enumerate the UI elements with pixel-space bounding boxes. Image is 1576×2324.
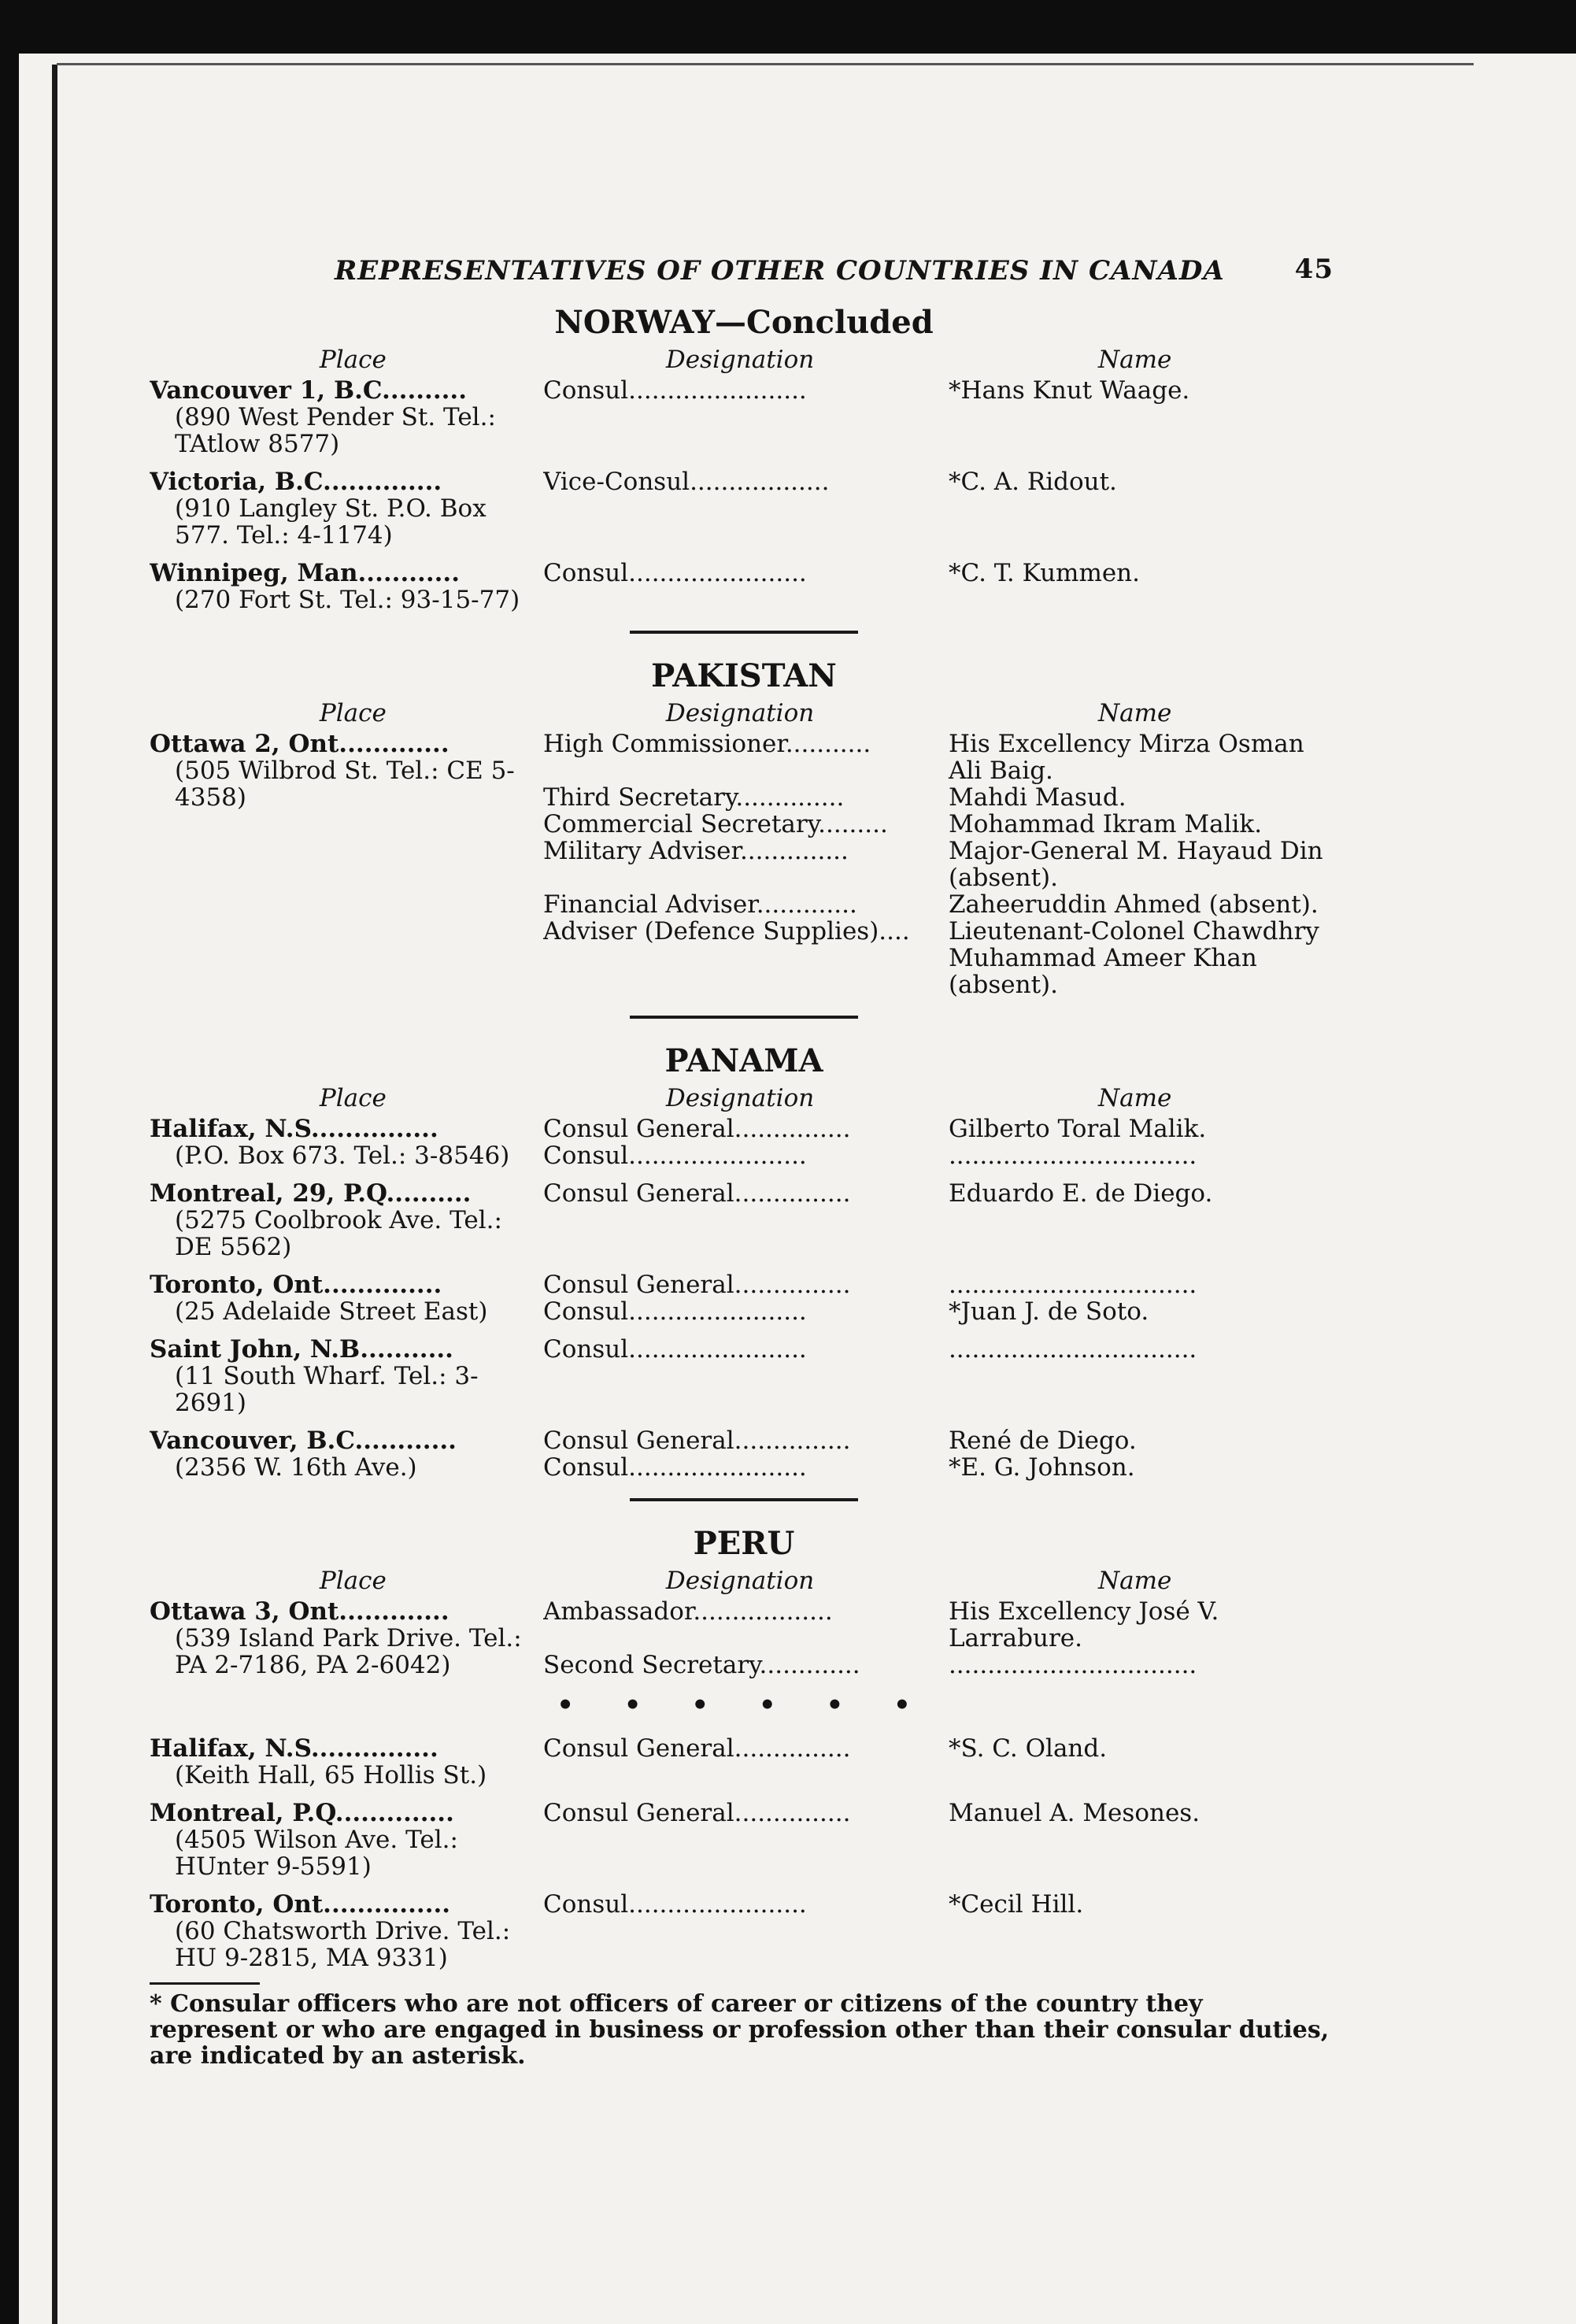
section-panama bbox=[150, 1042, 1338, 1481]
designation: Consul General............... bbox=[543, 1427, 851, 1454]
col-place: Place bbox=[319, 1567, 387, 1595]
col-place: Place bbox=[319, 1084, 387, 1112]
officer-name: Zaheeruddin Ahmed (absent). bbox=[948, 890, 1319, 919]
officer-name: *C. T. Kummen. bbox=[948, 559, 1141, 587]
table-row bbox=[150, 560, 1338, 613]
entries bbox=[150, 377, 1338, 613]
officer-name: Manuel A. Mesones. bbox=[948, 1799, 1200, 1827]
post-entry bbox=[543, 1427, 1338, 1454]
column-headers bbox=[150, 1084, 1338, 1112]
posts-list bbox=[543, 377, 1338, 457]
place-city: Victoria, B.C.............. bbox=[150, 468, 442, 495]
entries bbox=[150, 1735, 1338, 1971]
post-entry bbox=[543, 1598, 1338, 1652]
officer-name: Eduardo E. de Diego. bbox=[948, 1179, 1213, 1208]
post-entry bbox=[543, 891, 1338, 918]
column-headers bbox=[150, 346, 1338, 374]
col-designation: Designation bbox=[665, 699, 815, 727]
post-entry bbox=[543, 784, 1338, 811]
table-row bbox=[150, 377, 1338, 457]
post-entry bbox=[543, 468, 1338, 495]
section-divider bbox=[630, 1016, 858, 1019]
header-title: REPRESENTATIVES OF OTHER COUNTRIES IN CANADA bbox=[335, 255, 1225, 287]
place-address: (2356 W. 16th Ave.) bbox=[175, 1453, 417, 1482]
footnote-rule bbox=[150, 1982, 260, 1985]
designation: Vice-Consul.................. bbox=[543, 468, 830, 495]
designation: High Commissioner........... bbox=[543, 731, 871, 758]
post-entry bbox=[543, 1142, 1338, 1169]
place-city: Montreal, 29, P.Q.......... bbox=[150, 1180, 472, 1207]
scan-left-border bbox=[0, 47, 19, 2324]
table-row bbox=[150, 1116, 1338, 1169]
post-entry bbox=[543, 731, 1338, 784]
place-cell bbox=[150, 1271, 543, 1325]
posts-list bbox=[543, 1427, 1338, 1481]
posts-list bbox=[543, 468, 1338, 549]
designation: Adviser (Defence Supplies).... bbox=[543, 918, 910, 946]
col-name: Name bbox=[1098, 346, 1172, 374]
posts-list bbox=[543, 731, 1338, 998]
table-row bbox=[150, 731, 1338, 998]
place-cell bbox=[150, 1116, 543, 1169]
column-headers bbox=[150, 1567, 1338, 1595]
place-cell bbox=[150, 731, 543, 998]
place-address: (11 South Wharf. Tel.: 3-2691) bbox=[175, 1362, 479, 1417]
posts-list bbox=[543, 1116, 1338, 1169]
post-entry bbox=[543, 811, 1338, 838]
table-row bbox=[150, 1336, 1338, 1416]
entries bbox=[150, 1598, 1338, 1678]
table-row bbox=[150, 1735, 1338, 1789]
officer-name: ................................ bbox=[948, 1271, 1197, 1299]
entries bbox=[150, 1116, 1338, 1481]
section-divider bbox=[630, 1498, 858, 1501]
posts-list bbox=[543, 1336, 1338, 1416]
place-address: (Keith Hall, 65 Hollis St.) bbox=[175, 1761, 487, 1789]
officer-name: Lieutenant-Colonel Chawdhry Muhammad Ameer Khan (absent). bbox=[948, 917, 1319, 999]
officer-name: ................................ bbox=[948, 1142, 1197, 1170]
officer-name: Major-General M. Hayaud Din (absent). bbox=[948, 837, 1323, 892]
officer-name: René de Diego. bbox=[948, 1427, 1137, 1455]
posts-list bbox=[543, 1800, 1338, 1880]
country-title: PERU bbox=[693, 1525, 795, 1562]
footnote: * Consular officers who are not officers of career or citizens of the country they represent or who are engaged in business or profession other than their consular duties, are indicated by an asterisk. bbox=[150, 1990, 1330, 2070]
place-city: Vancouver, B.C............ bbox=[150, 1427, 457, 1454]
designation: Consul....................... bbox=[543, 377, 807, 404]
designation: Consul....................... bbox=[543, 1298, 807, 1325]
posts-list bbox=[543, 1891, 1338, 1971]
place-address: (P.O. Box 673. Tel.: 3-8546) bbox=[175, 1142, 510, 1170]
country-title: NORWAY—Concluded bbox=[554, 304, 934, 341]
place-city: Winnipeg, Man............ bbox=[150, 560, 461, 587]
place-cell bbox=[150, 1598, 543, 1678]
designation: Consul....................... bbox=[543, 1142, 807, 1169]
place-cell bbox=[150, 560, 543, 613]
posts-list bbox=[543, 1271, 1338, 1325]
place-address: (505 Wilbrod St. Tel.: CE 5-4358) bbox=[175, 757, 515, 812]
col-designation: Designation bbox=[665, 1567, 815, 1595]
place-address: (270 Fort St. Tel.: 93-15-77) bbox=[175, 586, 520, 614]
post-entry bbox=[543, 377, 1338, 404]
dot-separator: • • • • • • bbox=[557, 1689, 931, 1721]
place-city: Halifax, N.S............... bbox=[150, 1735, 438, 1762]
posts-list bbox=[543, 560, 1338, 613]
designation: Consul....................... bbox=[543, 1454, 807, 1481]
page-number: 45 bbox=[1294, 253, 1334, 285]
officer-name: *Cecil Hill. bbox=[948, 1890, 1084, 1919]
col-designation: Designation bbox=[665, 346, 815, 374]
col-place: Place bbox=[319, 699, 387, 727]
post-entry bbox=[543, 838, 1338, 891]
post-entry bbox=[543, 918, 1338, 998]
scan-top-border bbox=[0, 0, 1576, 54]
col-place: Place bbox=[319, 346, 387, 374]
place-city: Toronto, Ont............... bbox=[150, 1891, 451, 1918]
post-entry bbox=[543, 1298, 1338, 1325]
designation: Third Secretary.............. bbox=[543, 784, 845, 811]
officer-name: *E. G. Johnson. bbox=[948, 1453, 1135, 1482]
table-row bbox=[150, 1800, 1338, 1880]
place-city: Halifax, N.S............... bbox=[150, 1116, 438, 1142]
table-row bbox=[150, 1271, 1338, 1325]
place-address: (539 Island Park Drive. Tel.: PA 2-7186, PA 2-6042) bbox=[175, 1624, 522, 1679]
col-name: Name bbox=[1098, 699, 1172, 727]
posts-list bbox=[543, 1598, 1338, 1678]
section-pakistan bbox=[150, 657, 1338, 998]
post-entry bbox=[543, 1652, 1338, 1678]
officer-name: *Juan J. de Soto. bbox=[948, 1297, 1149, 1326]
officer-name: Mohammad Ikram Malik. bbox=[948, 810, 1263, 838]
post-entry bbox=[543, 1735, 1338, 1762]
country-title: PANAMA bbox=[664, 1042, 823, 1079]
designation: Financial Adviser............. bbox=[543, 891, 857, 918]
col-designation: Designation bbox=[665, 1084, 815, 1112]
place-cell bbox=[150, 1427, 543, 1481]
officer-name: ................................ bbox=[948, 1651, 1197, 1679]
place-address: (25 Adelaide Street East) bbox=[175, 1297, 488, 1326]
place-cell bbox=[150, 1336, 543, 1416]
designation: Second Secretary............. bbox=[543, 1652, 860, 1678]
running-header bbox=[150, 249, 1338, 296]
place-address: (4505 Wilson Ave. Tel.: HUnter 9-5591) bbox=[175, 1826, 458, 1881]
designation: Commercial Secretary......... bbox=[543, 811, 888, 838]
post-entry bbox=[543, 1891, 1338, 1918]
posts-list bbox=[543, 1180, 1338, 1260]
officer-name: *Hans Knut Waage. bbox=[948, 376, 1190, 405]
place-city: Montreal, P.Q.............. bbox=[150, 1800, 454, 1826]
country-title: PAKISTAN bbox=[651, 657, 837, 694]
officer-name: His Excellency José V. Larrabure. bbox=[948, 1597, 1219, 1652]
officer-name: Gilberto Toral Malik. bbox=[948, 1115, 1207, 1143]
table-row bbox=[150, 1598, 1338, 1678]
place-cell bbox=[150, 1735, 543, 1789]
table-row bbox=[150, 1180, 1338, 1260]
officer-name: *C. A. Ridout. bbox=[948, 468, 1117, 496]
designation: Consul General............... bbox=[543, 1735, 851, 1762]
document-page bbox=[150, 249, 1338, 2069]
section-peru bbox=[150, 1525, 1338, 1971]
place-city: Toronto, Ont.............. bbox=[150, 1271, 442, 1298]
col-name: Name bbox=[1098, 1567, 1172, 1595]
place-address: (60 Chatsworth Drive. Tel.: HU 9-2815, MA 9331) bbox=[175, 1917, 511, 1972]
table-row bbox=[150, 1427, 1338, 1481]
place-city: Vancouver 1, B.C.......... bbox=[150, 377, 467, 404]
designation: Military Adviser.............. bbox=[543, 838, 849, 865]
place-cell bbox=[150, 1180, 543, 1260]
place-cell bbox=[150, 1891, 543, 1971]
designation: Consul General............... bbox=[543, 1800, 851, 1826]
place-city: Saint John, N.B........... bbox=[150, 1336, 453, 1363]
designation: Consul....................... bbox=[543, 560, 807, 587]
place-address: (5275 Coolbrook Ave. Tel.: DE 5562) bbox=[175, 1206, 502, 1261]
table-row bbox=[150, 468, 1338, 549]
designation: Consul General............... bbox=[543, 1116, 851, 1142]
place-city: Ottawa 3, Ont............. bbox=[150, 1598, 449, 1625]
post-entry bbox=[543, 1336, 1338, 1363]
designation: Consul....................... bbox=[543, 1891, 807, 1918]
post-entry bbox=[543, 1454, 1338, 1481]
post-entry bbox=[543, 1180, 1338, 1207]
section-norway bbox=[150, 304, 1338, 613]
place-city: Ottawa 2, Ont............. bbox=[150, 731, 449, 757]
designation: Consul....................... bbox=[543, 1336, 807, 1363]
place-cell bbox=[150, 468, 543, 549]
designation: Ambassador.................. bbox=[543, 1598, 833, 1626]
top-rule bbox=[57, 63, 1474, 65]
designation: Consul General............... bbox=[543, 1271, 851, 1298]
post-entry bbox=[543, 560, 1338, 587]
place-cell bbox=[150, 1800, 543, 1880]
column-headers bbox=[150, 699, 1338, 727]
entries bbox=[150, 731, 1338, 998]
place-address: (890 West Pender St. Tel.: TAtlow 8577) bbox=[175, 403, 496, 458]
binding-line bbox=[52, 65, 57, 2324]
post-entry bbox=[543, 1800, 1338, 1826]
table-row bbox=[150, 1891, 1338, 1971]
officer-name: ................................ bbox=[948, 1335, 1197, 1364]
place-cell bbox=[150, 377, 543, 457]
officer-name: Mahdi Masud. bbox=[948, 783, 1127, 812]
post-entry bbox=[543, 1271, 1338, 1298]
section-divider bbox=[630, 631, 858, 634]
posts-list bbox=[543, 1735, 1338, 1789]
officer-name: *S. C. Oland. bbox=[948, 1734, 1108, 1763]
col-name: Name bbox=[1098, 1084, 1172, 1112]
post-entry bbox=[543, 1116, 1338, 1142]
place-address: (910 Langley St. P.O. Box 577. Tel.: 4-1174) bbox=[175, 494, 486, 550]
officer-name: His Excellency Mirza Osman Ali Baig. bbox=[948, 730, 1304, 785]
designation: Consul General............... bbox=[543, 1180, 851, 1207]
